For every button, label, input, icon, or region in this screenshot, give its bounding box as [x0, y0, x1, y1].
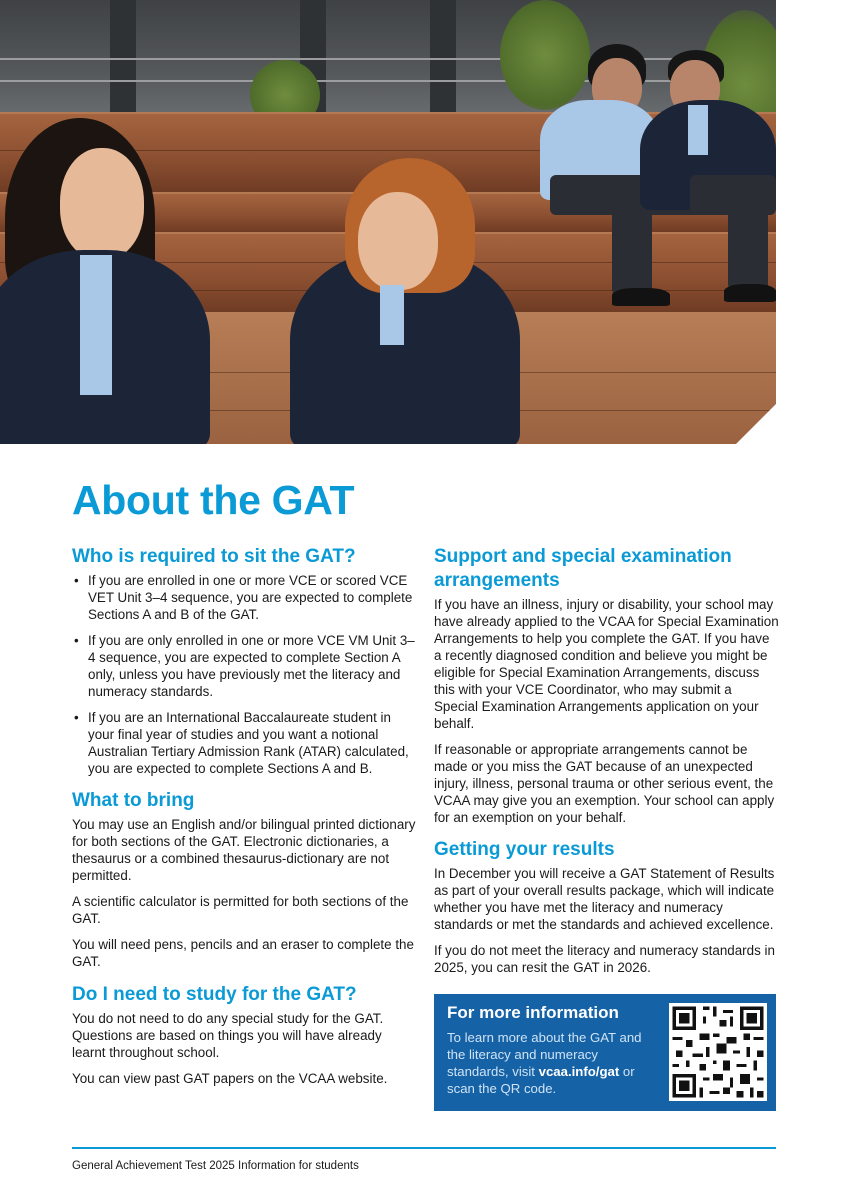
heading-who-required: Who is required to sit the GAT? [72, 546, 356, 567]
section-results [434, 838, 779, 976]
photo-corner-cut [736, 404, 776, 444]
left-column [72, 545, 417, 1096]
paragraph: You may use an English and/or bilingual printed dictionary for both sections of the GAT. Electronic dictionaries, a thesaurus or a combined thesaurus-dictionary are not permitted. [72, 817, 416, 883]
paragraph: A scientific calculator is permitted for both sections of the GAT. [72, 894, 409, 926]
heading-support: Support and special examination arrangements [434, 546, 732, 591]
qr-code-icon[interactable] [669, 1003, 767, 1101]
section-who-required [72, 545, 417, 777]
vcaa-gat-link[interactable]: vcaa.info/gat [538, 1064, 620, 1079]
right-column [434, 545, 779, 985]
paragraph: If you do not meet the literacy and numeracy standards in 2025, you can resit the GAT in 2026. [434, 943, 775, 975]
photo-railing [0, 80, 776, 82]
photo-railing [0, 58, 776, 60]
list-item: • If you are only enrolled in one or more VCE VM Unit 3–4 sequence, you are expected to complete Section A only, unless you have previously met the literacy and numeracy standards. [72, 632, 417, 700]
heading-results: Getting your results [434, 839, 615, 860]
info-text [447, 1029, 657, 1097]
page-title: About the GAT [72, 477, 355, 523]
footer-text: General Achievement Test 2025 Information for students [72, 1160, 359, 1172]
heading-study: Do I need to study for the GAT? [72, 984, 357, 1005]
section-support [434, 545, 779, 826]
info-text-after: or scan the QR code. [447, 1064, 635, 1096]
paragraph: If you have an illness, injury or disability, your school may have already applied to the VCAA for Special Examination Arrangements to help you complete the GAT. If you have a recently diagnosed condition and believe you might be eligible for Special Examination Arrangements, discuss this with your VCE Coordinator, who may submit a Special Examination Arrangements application on your behalf. [434, 597, 779, 731]
paragraph: You can view past GAT papers on the VCAA website. [72, 1071, 388, 1086]
section-what-to-bring [72, 789, 417, 970]
info-text-before: To learn more about the GAT and the literacy and numeracy standards, visit [447, 1030, 642, 1079]
footer-divider [72, 1147, 776, 1149]
hero-photo [0, 0, 776, 444]
paragraph: If reasonable or appropriate arrangements cannot be made or you miss the GAT because of an unexpected injury, illness, personal trauma or other serious event, the VCAA may give you an exemption. Your school can apply for an exemption on your behalf. [434, 742, 775, 825]
list-item: • If you are enrolled in one or more VCE or scored VCE VET Unit 3–4 sequence, you are expected to complete Sections A and B of the GAT. [72, 572, 417, 623]
paragraph: In December you will receive a GAT Statement of Results as part of your overall results package, which will indicate whether you have met the literacy and numeracy standards or met the standards and achieved excellence. [434, 866, 775, 932]
paragraph: You will need pens, pencils and an eraser to complete the GAT. [72, 937, 414, 969]
heading-what-to-bring: What to bring [72, 790, 195, 811]
who-required-list [72, 572, 417, 777]
more-information-box [434, 994, 776, 1111]
photo-tree [500, 0, 590, 110]
paragraph: You do not need to do any special study for the GAT. Questions are based on things you will have already learnt throughout school. [72, 1011, 384, 1060]
list-item: • If you are an International Baccalaureate student in your final year of studies and you want a notional Australian Tertiary Admission Rank (ATAR) calculated, you are expected to complete Sections A and B. [72, 709, 417, 777]
info-heading: For more information [447, 1003, 619, 1022]
section-study [72, 983, 417, 1087]
